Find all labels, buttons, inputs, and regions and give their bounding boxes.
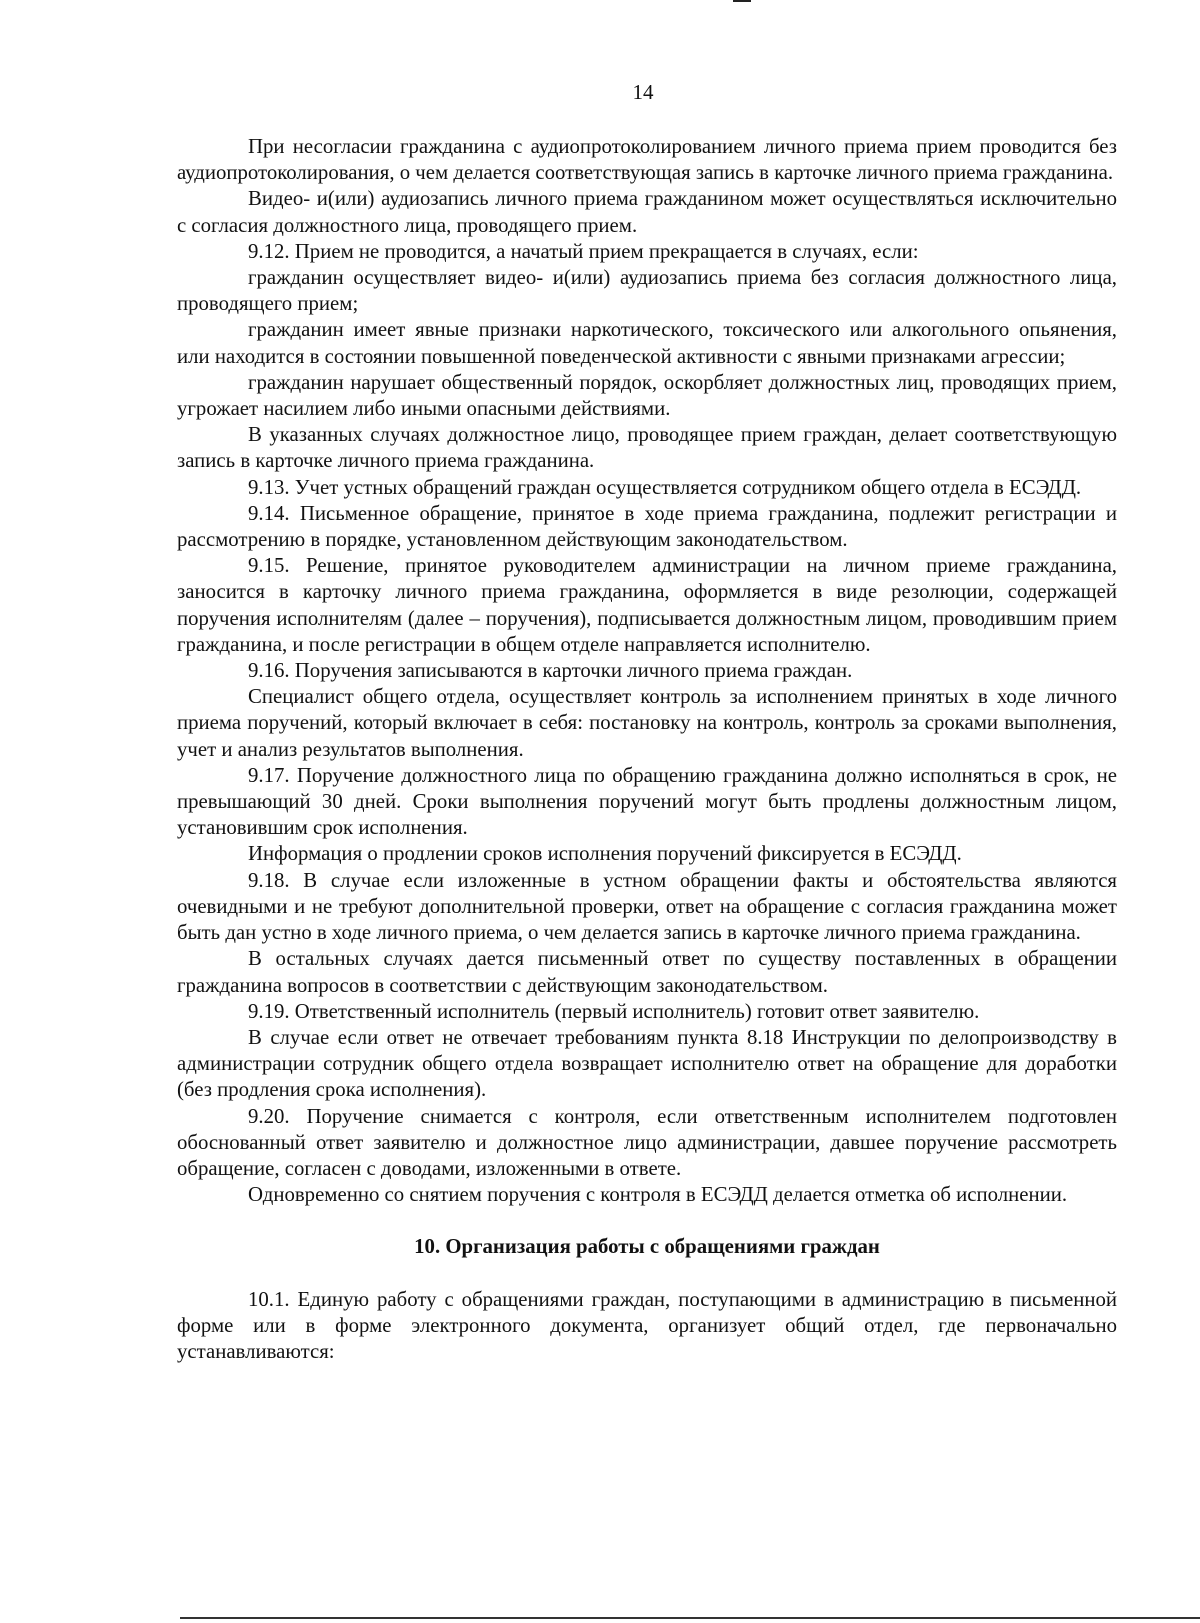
paragraph: В случае если ответ не отвечает требованиям пункта 8.18 Инструкции по делопроизводству в администрации сотрудник общего отдела возвращает исполнителю ответ на обращение для доработки (без продления срока исполнения).: [177, 1025, 1117, 1102]
paragraph: 9.15. Решение, принятое руководителем администрации на личном приеме гражданина, заносится в карточку личного приема гражданина, оформляется в виде резолюции, содержащей поручения исполнителям (далее – поручения), подписывается должностным лицом, проводившим прием гражданина, и после регистрации в общем отделе направляется исполнителю.: [177, 554, 1117, 656]
section-heading: 10. Организация работы с обращениями граждан: [414, 1235, 880, 1259]
paragraph: Специалист общего отдела, осуществляет контроль за исполнением принятых в ходе личного приема поручений, который включает в себя: постановку на контроль, контроль за сроками выполнения, учет и анализ результатов выполнения.: [177, 685, 1117, 761]
paragraph: Одновременно со снятием поручения с контроля в ЕСЭДД делается отметка об исполнении.: [248, 1183, 1068, 1207]
paragraph: 9.12. Прием не проводится, а начатый прием прекращается в случаях, если:: [248, 239, 919, 263]
scan-edge-line: [180, 1617, 1200, 1619]
paragraph: гражданин нарушает общественный порядок, оскорбляет должностных лиц, проводящих прием, угрожает насилием либо иными опасными действиями.: [177, 370, 1117, 421]
paragraph: 9.14. Письменное обращение, принятое в ходе приема гражданина, подлежит регистрации и рассмотрению в порядке, установленном действующим законодательством.: [177, 501, 1117, 552]
paragraph: 9.18. В случае если изложенные в устном обращении факты и обстоятельства являются очевидными и не требуют дополнительной проверки, ответ на обращение с согласия гражданина может быть дан устно в ходе личного приема, о чем делается запись в карточке личного приема гражданина.: [177, 868, 1117, 945]
paragraph: гражданин осуществляет видео- и(или) аудиозапись приема без согласия должностного лица, проводящего прием;: [177, 266, 1117, 316]
paragraph: 9.17. Поручение должностного лица по обращению гражданина должно исполняться в срок, не превышающий 30 дней. Сроки выполнения поручений могут быть продлены должностным лицом, установившим срок исполнения.: [177, 763, 1117, 840]
paragraph: 9.16. Поручения записываются в карточки личного приема граждан.: [248, 659, 853, 683]
paragraph: В остальных случаях дается письменный ответ по существу поставленных в обращении гражданина вопросов в соответствии с действующим законодательством.: [177, 947, 1117, 997]
page-number: 14: [632, 80, 654, 104]
paragraph: Информация о продлении сроков исполнения поручений фиксируется в ЕСЭДД.: [248, 842, 962, 866]
paragraph: 10.1. Единую работу с обращениями граждан, поступающими в администрацию в письменной форме или в форме электронного документа, организует общий отдел, где первоначально устанавливаются:: [177, 1287, 1117, 1363]
paragraph: При несогласии гражданина с аудиопротоколированием личного приема прием проводится без аудиопротоколирования, о чем делается соответствующая запись в карточке личного приема гражданина.: [177, 135, 1117, 185]
paragraph: В указанных случаях должностное лицо, проводящее прием граждан, делает соответствующую запись в карточке личного приема гражданина.: [177, 423, 1117, 473]
paragraph: 9.20. Поручение снимается с контроля, если ответственным исполнителем подготовлен обоснованный ответ заявителю и должностное лицо администрации, давшее поручение рассмотреть обращение, согласен с доводами, изложенными в ответе.: [177, 1104, 1117, 1180]
paragraph: 9.13. Учет устных обращений граждан осуществляется сотрудником общего отдела в ЕСЭДД.: [248, 475, 1082, 499]
paragraph: гражданин имеет явные признаки наркотического, токсического или алкогольного опьянения, или находится в состоянии повышенной поведенческой активности с явными признаками агрессии;: [177, 318, 1117, 368]
document-body: [177, 134, 1117, 1365]
scan-mark: [733, 0, 751, 2]
paragraph: Видео- и(или) аудиозапись личного приема гражданином может осуществляться исключительно с согласия должностного лица, проводящего прием.: [177, 187, 1117, 237]
paragraph: 9.19. Ответственный исполнитель (первый исполнитель) готовит ответ заявителю.: [248, 999, 980, 1023]
